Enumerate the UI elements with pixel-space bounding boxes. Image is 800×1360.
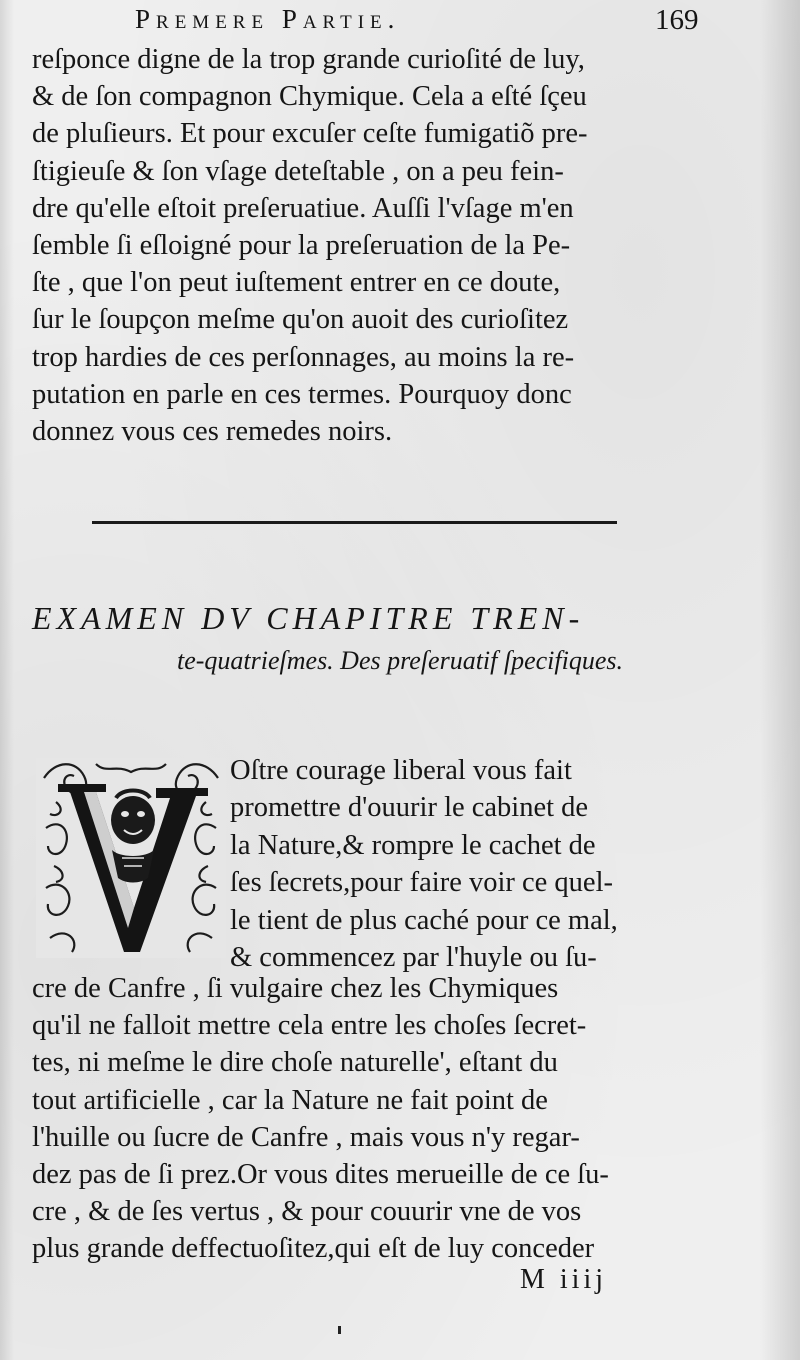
signature-mark: M iiij — [520, 1264, 608, 1295]
text-line: l'huille ou ſucre de Canfre , mais vous n'y regar- — [32, 1121, 580, 1153]
running-head: Premere Partie. — [135, 4, 401, 34]
page-number: 169 — [655, 4, 699, 36]
decorated-initial-v — [36, 758, 226, 958]
drop-cap-paragraph — [230, 752, 700, 976]
text-line: trop hardies de ces perſonnages, au moins la re- — [32, 341, 575, 373]
page-header — [135, 4, 735, 38]
text-line: Oſtre courage liberal vous fait — [230, 755, 572, 786]
top-paragraph — [32, 41, 708, 450]
text-line: de pluſieurs. Et pour excuſer ceſte fumigatiõ pre- — [32, 118, 588, 150]
section-heading: EXAMEN DV CHAPITRE TREN- — [32, 600, 585, 636]
text-line: dre qu'elle eſtoit preſeruatiue. Auſſi l'vſage m'en — [32, 192, 574, 224]
text-line: ſemble ſi eſloigné pour la preſeruation de la Pe- — [32, 230, 571, 262]
text-line: & de ſon compagnon Chymique. Cela a eſté ſçeu — [32, 81, 587, 113]
text-line: cre de Canfre , ſi vulgaire chez les Chymiques — [32, 973, 559, 1004]
text-line: tes, ni meſme le dire choſe naturelle', eſtant du — [32, 1047, 558, 1079]
text-line: promettre d'ouurir le cabinet de — [230, 792, 589, 824]
section-divider-rule — [92, 521, 617, 524]
text-line: qu'il ne falloit mettre cela entre les choſes ſecret- — [32, 1010, 587, 1042]
text-line: ſte , que l'on peut iuſtement entrer en ce doute, — [32, 267, 561, 299]
text-line: reſponce digne de la trop grande curioſité de luy, — [32, 44, 585, 75]
section-subheading: te-quatrieſmes. Des preſeruatif ſpecifiques. — [177, 646, 623, 675]
text-line: plus grande deffectuoſitez,qui eſt de luy conceder — [32, 1233, 595, 1265]
bottom-paragraph — [32, 970, 708, 1268]
text-line: le tient de plus caché pour ce mal, — [230, 904, 618, 936]
text-line: donnez vous ces remedes noirs. — [32, 416, 393, 448]
ink-speck — [338, 1326, 341, 1334]
text-line: putation en parle en ces termes. Pourquoy donc — [32, 378, 572, 410]
text-line: ſes ſecrets,pour faire voir ce quel- — [230, 867, 613, 899]
text-line: tout artificielle , car la Nature ne fait point de — [32, 1084, 548, 1116]
ornamental-initial-icon — [36, 758, 226, 958]
text-line: la Nature,& rompre le cachet de — [230, 829, 596, 861]
text-line: cre , & de ſes vertus , & pour couurir vne de vos — [32, 1196, 582, 1228]
text-line: ſtigieuſe & ſon vſage deteſtable , on a peu fein- — [32, 155, 564, 187]
text-line: ſur le ſoupçon meſme qu'on auoit des curioſitez — [32, 304, 569, 336]
text-line: & commencez par l'huyle ou ſu- — [230, 942, 597, 974]
text-line: dez pas de ſi prez.Or vous dites merueille de ce ſu- — [32, 1159, 609, 1191]
